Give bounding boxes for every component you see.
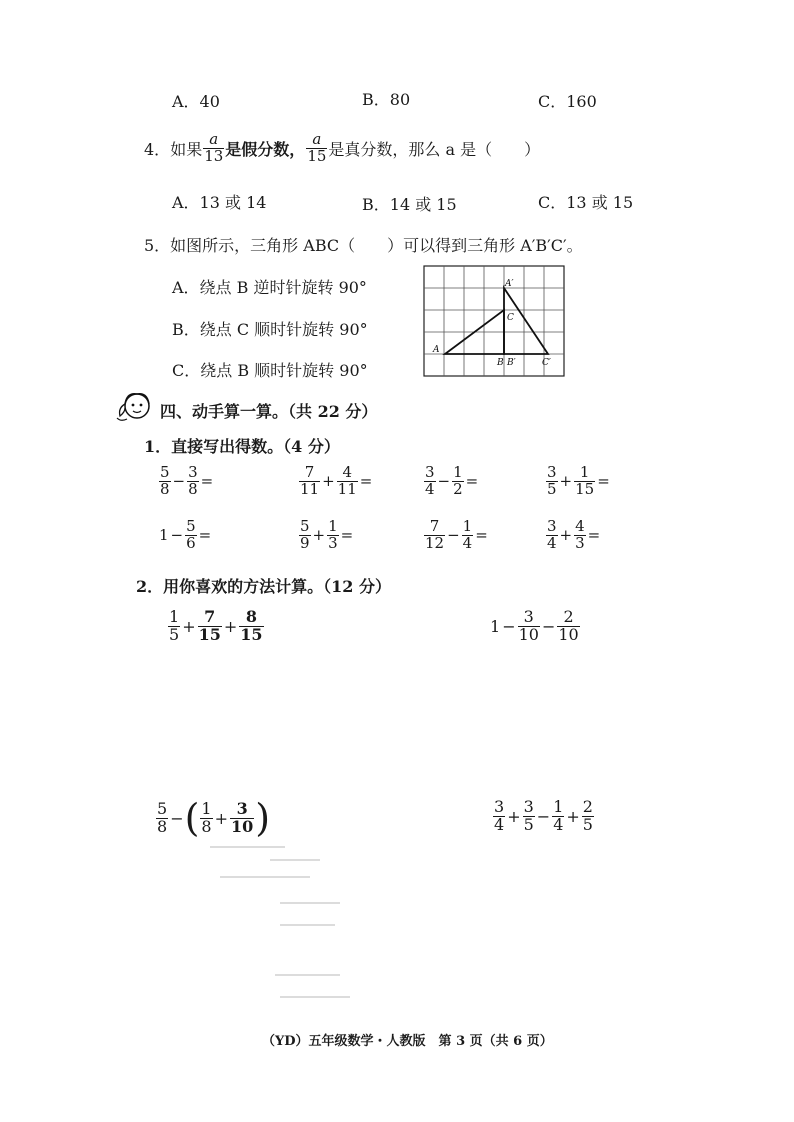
q4-fraction-a-15: $\frac{a}{15}$ bbox=[307, 130, 327, 165]
right-parenthesis: ) bbox=[255, 796, 271, 840]
q4-text-3: 是真分数，那么 a 是（ ） bbox=[328, 139, 541, 159]
q3-option-b: B．80 bbox=[362, 90, 411, 109]
q4-option-a: A．13 或 14 bbox=[172, 193, 267, 212]
operator: + bbox=[566, 806, 580, 826]
girl-face-icon bbox=[115, 388, 157, 424]
q4-text-2: 是假分数， bbox=[225, 139, 306, 159]
mental-calc-8 bbox=[545, 519, 601, 552]
section-4-title: 四、动手算一算。（共 22 分） bbox=[160, 402, 378, 421]
operator: + bbox=[214, 808, 229, 828]
equals-sign: = bbox=[465, 472, 479, 491]
fraction: $\frac{3}{4}$ bbox=[547, 517, 557, 552]
part-2-title: 2．用你喜欢的方法计算。（12 分） bbox=[136, 577, 391, 596]
operator: + bbox=[182, 616, 196, 636]
q3-option-c: C．160 bbox=[538, 92, 597, 111]
operator: − bbox=[536, 806, 551, 826]
equals-sign: = bbox=[359, 472, 373, 491]
equals-sign: = bbox=[198, 526, 212, 545]
operator: + bbox=[559, 526, 573, 545]
scan-artifact-lines bbox=[200, 835, 360, 1005]
question-4 bbox=[144, 132, 540, 165]
label-b: B bbox=[497, 358, 504, 368]
calc-expression-1 bbox=[167, 609, 265, 644]
fraction: $\frac{1}{8}$ bbox=[201, 798, 212, 836]
calc-expression-2 bbox=[489, 609, 581, 644]
left-parenthesis: ( bbox=[184, 796, 200, 840]
mental-calc-6 bbox=[298, 519, 354, 552]
question-5-text: 5．如图所示，三角形 ABC（ ）可以得到三角形 A′B′C′。 bbox=[144, 236, 583, 255]
mental-calc-4 bbox=[545, 465, 611, 498]
fraction: $\frac{7}{15}$ bbox=[198, 607, 221, 644]
label-a: A bbox=[433, 345, 440, 355]
q3-option-a: A．40 bbox=[172, 92, 220, 111]
q5-option-a: A．绕点 B 逆时针旋转 90° bbox=[172, 278, 367, 297]
fraction: $\frac{7}{12}$ bbox=[425, 517, 445, 552]
fraction: $\frac{4}{3}$ bbox=[575, 517, 585, 552]
fraction: $\frac{3}{4}$ bbox=[494, 797, 505, 834]
equals-sign: = bbox=[200, 472, 214, 491]
fraction: $\frac{3}{4}$ bbox=[425, 463, 435, 498]
fraction: $\frac{4}{11}$ bbox=[337, 463, 357, 498]
fraction: $\frac{5}{9}$ bbox=[300, 517, 310, 552]
operator: − bbox=[170, 808, 184, 828]
fraction: $\frac{2}{5}$ bbox=[582, 797, 593, 834]
mental-calc-5 bbox=[158, 519, 212, 552]
operator: − bbox=[502, 616, 516, 636]
part-1-title: 1．直接写出得数。（4 分） bbox=[144, 437, 340, 456]
q4-fraction-a-13: $\frac{a}{13}$ bbox=[204, 130, 224, 165]
operator: − bbox=[437, 472, 451, 491]
fraction: $\frac{7}{11}$ bbox=[300, 463, 320, 498]
fraction: $\frac{3}{8}$ bbox=[188, 463, 198, 498]
q4-number: 4． bbox=[144, 139, 171, 159]
fraction: $\frac{3}{10}$ bbox=[231, 798, 254, 836]
calc-expression-4 bbox=[492, 799, 595, 834]
equals-sign: = bbox=[475, 526, 488, 545]
fraction: $\frac{1}{4}$ bbox=[462, 517, 473, 552]
operator: + bbox=[223, 616, 238, 636]
whole-number: 1 bbox=[159, 526, 169, 545]
equals-sign: = bbox=[587, 526, 601, 545]
q5-option-c: C．绕点 B 顺时针旋转 90° bbox=[172, 361, 368, 380]
whole-number: 1 bbox=[490, 616, 501, 636]
fraction: $\frac{1}{15}$ bbox=[575, 463, 595, 498]
fraction: $\frac{3}{10}$ bbox=[518, 607, 539, 644]
fraction: $\frac{5}{6}$ bbox=[186, 517, 196, 552]
q4-option-c: C．13 或 15 bbox=[538, 193, 634, 212]
label-b-prime: B′ bbox=[507, 358, 516, 368]
operator: − bbox=[170, 526, 184, 545]
mental-calc-1 bbox=[158, 465, 214, 498]
fraction: $\frac{3}{5}$ bbox=[547, 463, 557, 498]
mental-calc-7 bbox=[423, 519, 489, 552]
triangle-rotation-figure bbox=[423, 265, 565, 377]
mental-calc-3 bbox=[423, 465, 479, 498]
calc-expression-3 bbox=[155, 796, 271, 840]
page-footer: （YD）五年级数学・人教版 第 3 页（共 6 页） bbox=[262, 1034, 553, 1049]
equals-sign: = bbox=[340, 526, 354, 545]
fraction: $\frac{5}{8}$ bbox=[157, 798, 168, 836]
operator: − bbox=[541, 616, 556, 636]
operator: − bbox=[447, 526, 460, 545]
operator: + bbox=[322, 472, 335, 491]
q4-option-b: B．14 或 15 bbox=[362, 195, 457, 214]
fraction: $\frac{1}{3}$ bbox=[328, 517, 338, 552]
operator: − bbox=[172, 472, 186, 491]
operator: + bbox=[559, 472, 573, 491]
label-c: C bbox=[507, 313, 514, 323]
fraction: $\frac{2}{10}$ bbox=[558, 607, 579, 644]
label-a-prime: A′ bbox=[505, 279, 514, 289]
q5-option-b: B．绕点 C 顺时针旋转 90° bbox=[172, 320, 368, 339]
fraction: $\frac{8}{15}$ bbox=[240, 607, 263, 644]
fraction: $\frac{3}{5}$ bbox=[523, 797, 534, 834]
operator: + bbox=[507, 806, 521, 826]
q4-text-1: 如果 bbox=[170, 139, 203, 159]
label-c-prime: C′ bbox=[542, 358, 551, 368]
operator: + bbox=[312, 526, 326, 545]
fraction: $\frac{1}{2}$ bbox=[453, 463, 463, 498]
fraction: $\frac{1}{4}$ bbox=[553, 797, 564, 834]
fraction: $\frac{1}{5}$ bbox=[169, 607, 180, 644]
fraction: $\frac{5}{8}$ bbox=[160, 463, 170, 498]
mental-calc-2 bbox=[298, 465, 373, 498]
equals-sign: = bbox=[597, 472, 610, 491]
